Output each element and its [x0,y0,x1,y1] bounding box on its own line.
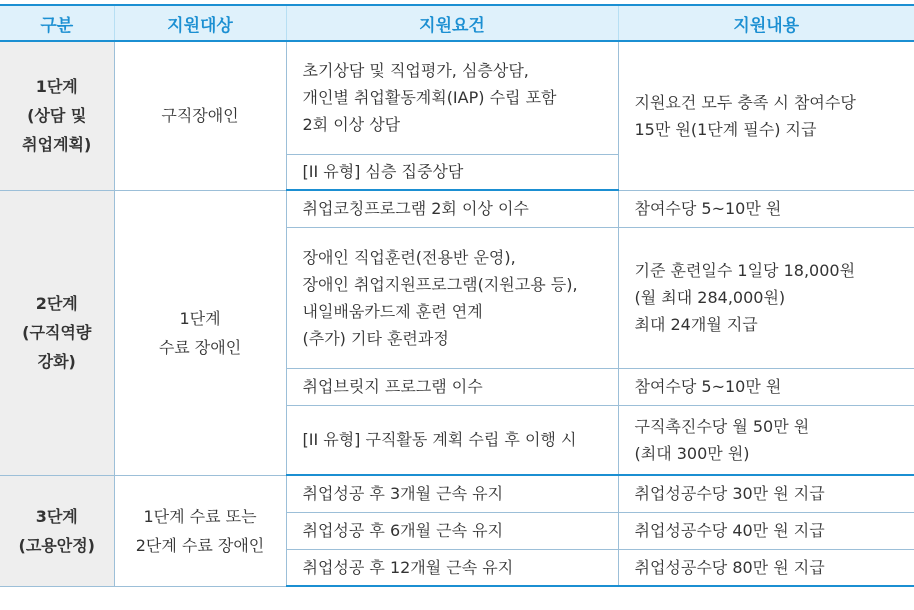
header-target: 지원대상 [114,5,286,41]
stage1-label: 1단계 (상담 및 취업계획) [0,41,114,190]
stage2-content-2: 기준 훈련일수 1일당 18,000원 (월 최대 284,000원) 최대 24개월 지급 [618,227,914,368]
support-table [0,4,914,587]
stage3-requirement-2: 취업성공 후 6개월 근속 유지 [286,512,618,549]
stage2-target: 1단계 수료 장애인 [114,190,286,475]
stage2-requirement-4: [II 유형] 구직활동 계획 수립 후 이행 시 [286,405,618,475]
stage3-content-3: 취업성공수당 80만 원 지급 [618,549,914,586]
stage2-label: 2단계 (구직역량 강화) [0,190,114,475]
stage3-content-2: 취업성공수당 40만 원 지급 [618,512,914,549]
stage1-target: 구직장애인 [114,41,286,190]
stage1-requirement-1: 초기상담 및 직업평가, 심층상담, 개인별 취업활동계획(IAP) 수립 포함 2회 이상 상담 [286,41,618,154]
stage2-requirement-1: 취업코칭프로그램 2회 이상 이수 [286,190,618,227]
stage1-requirement-2: [II 유형] 심층 집중상담 [286,154,618,190]
stage3-content-1: 취업성공수당 30만 원 지급 [618,475,914,512]
stage2-requirement-3: 취업브릿지 프로그램 이수 [286,368,618,405]
stage3-target: 1단계 수료 또는 2단계 수료 장애인 [114,475,286,586]
stage3-requirement-3: 취업성공 후 12개월 근속 유지 [286,549,618,586]
stage2-content-1: 참여수당 5~10만 원 [618,190,914,227]
table-row [0,190,914,227]
stage2-content-4: 구직촉진수당 월 50만 원 (최대 300만 원) [618,405,914,475]
stage1-content: 지원요건 모두 충족 시 참여수당 15만 원(1단계 필수) 지급 [618,41,914,190]
table-row [0,41,914,154]
table-header [0,5,914,41]
header-content: 지원내용 [618,5,914,41]
stage2-content-3: 참여수당 5~10만 원 [618,368,914,405]
header-requirement: 지원요건 [286,5,618,41]
stage2-requirement-2: 장애인 직업훈련(전용반 운영), 장애인 취업지원프로그램(지원고용 등), 내일배움카드제 훈련 연계 (추가) 기타 훈련과정 [286,227,618,368]
table-row [0,475,914,512]
stage3-label: 3단계 (고용안정) [0,475,114,586]
header-stage: 구분 [0,5,114,41]
stage3-requirement-1: 취업성공 후 3개월 근속 유지 [286,475,618,512]
